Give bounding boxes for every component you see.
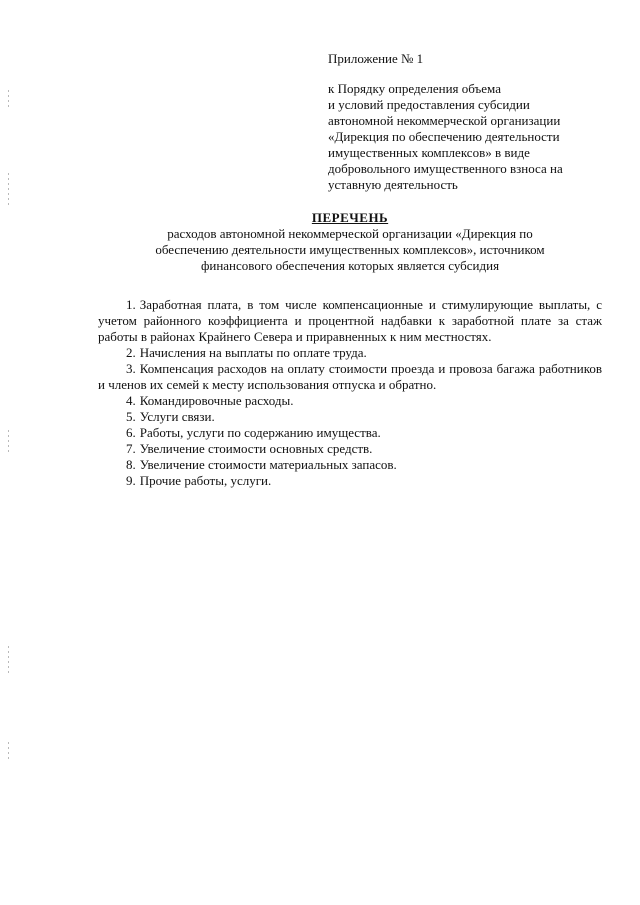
expense-item-number: 5.: [126, 409, 136, 424]
expense-item-number: 4.: [126, 393, 136, 408]
scan-edge-mark: [8, 173, 9, 205]
expense-item-number: 8.: [126, 457, 136, 472]
document-subtitle-line: обеспечению деятельности имущественных комплексов», источником: [155, 242, 545, 257]
expense-item-text: Заработная плата, в том числе компенсационные и стимулирующие выплаты, с учетом районного коэффициента и процентной надбавки к заработной плате за стаж работы в районах Крайнего Севера и приравненных к ним местностях.: [98, 297, 602, 344]
expense-item: [98, 297, 602, 345]
expense-item-text: Компенсация расходов на оплату стоимости проезда и провоза багажа работников и членов их семей к месту использования отпуска и обратно.: [98, 361, 602, 392]
expense-item-number: 2.: [126, 345, 136, 360]
expense-item-text: Увеличение стоимости основных средств.: [139, 441, 373, 456]
expense-item: [98, 473, 602, 489]
appendix-reference: [328, 81, 618, 193]
scan-edge-mark: [8, 90, 9, 110]
appendix-reference-line: имущественных комплексов» в виде: [328, 145, 530, 160]
appendix-reference-line: автономной некоммерческой организации: [328, 113, 561, 128]
expense-item-number: 9.: [126, 473, 136, 488]
expense-item-number: 6.: [126, 425, 136, 440]
expense-item-text: Прочие работы, услуги.: [139, 473, 272, 488]
document-subtitle-line: расходов автономной некоммерческой организации «Дирекция по: [167, 226, 533, 241]
expense-item-text: Увеличение стоимости материальных запасов.: [139, 457, 397, 472]
expense-item-number: 1.: [126, 297, 136, 312]
appendix-reference-line: добровольного имущественного взноса на: [328, 161, 563, 176]
appendix-reference-line: и условий предоставления субсидии: [328, 97, 530, 112]
scan-edge-mark: [8, 646, 9, 674]
expense-item-number: 3.: [126, 361, 136, 376]
expense-item-text: Начисления на выплаты по оплате труда.: [139, 345, 367, 360]
document-subtitle-line: финансового обеспечения которых является субсидия: [200, 258, 500, 273]
scan-edge-mark: [8, 430, 9, 454]
expense-item: [98, 361, 602, 393]
expense-list: [98, 297, 602, 489]
document-heading: [98, 210, 602, 274]
appendix-block: [328, 51, 618, 193]
expense-item: [98, 393, 602, 409]
expense-item: [98, 457, 602, 473]
scan-edge-mark: [8, 742, 9, 760]
expense-item-text: Работы, услуги по содержанию имущества.: [139, 425, 381, 440]
expense-item: [98, 409, 602, 425]
expense-item-text: Услуги связи.: [139, 409, 215, 424]
appendix-reference-line: к Порядку определения объема: [328, 81, 501, 96]
expense-item-text: Командировочные расходы.: [139, 393, 294, 408]
appendix-title: Приложение № 1: [328, 51, 424, 66]
expense-item: [98, 345, 602, 361]
document-subtitle: [98, 226, 602, 274]
expense-item: [98, 441, 602, 457]
expense-item: [98, 425, 602, 441]
appendix-reference-line: уставную деятельность: [328, 177, 458, 192]
appendix-reference-line: «Дирекция по обеспечению деятельности: [328, 129, 560, 144]
document-title: ПЕРЕЧЕНЬ: [311, 210, 389, 225]
expense-item-number: 7.: [126, 441, 136, 456]
